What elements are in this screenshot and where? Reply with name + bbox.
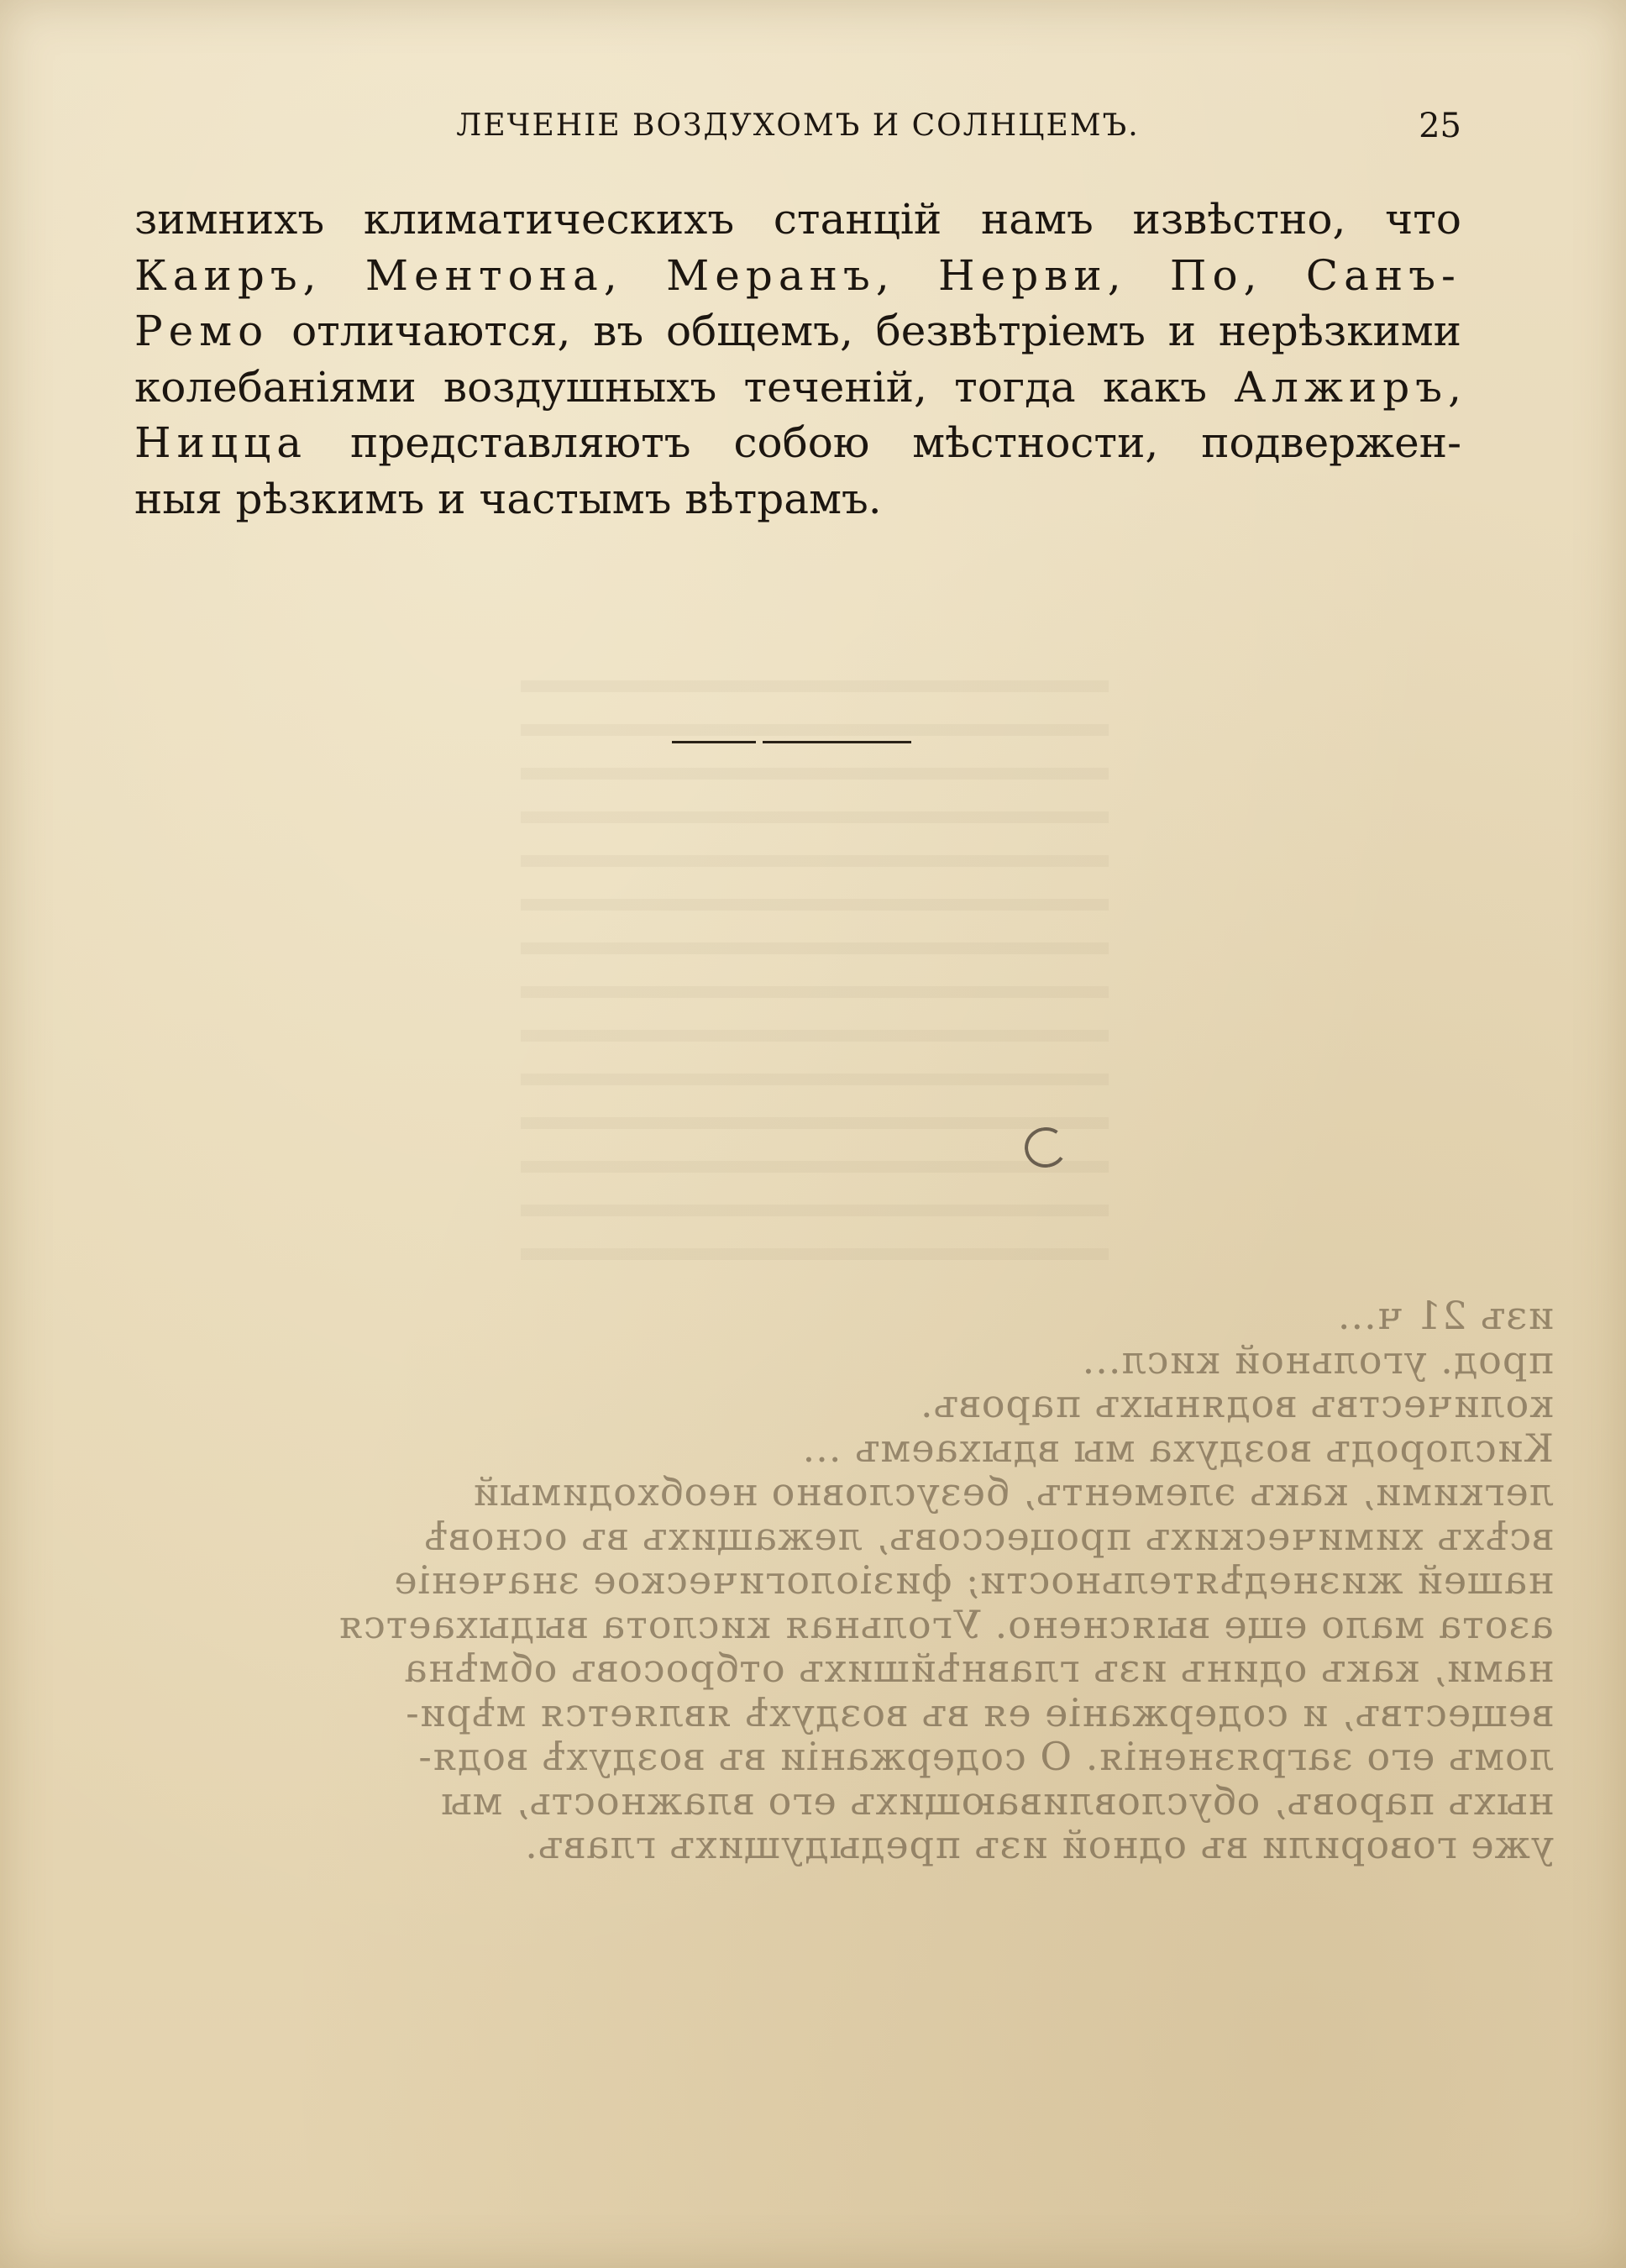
body-line-5-text: представляютъ собою мѣстности, подвержен- (349, 418, 1461, 467)
body-paragraph (134, 192, 1461, 527)
place-nervi: Нерви (938, 250, 1108, 300)
body-line-4: колебаніями воздушныхъ теченій, тогда какъ Алжиръ, (134, 362, 1461, 412)
bleed-line: всѣхъ химическихъ процессовъ, лежащихъ въ основѣ (423, 1513, 1554, 1559)
divider-segment-left (672, 741, 756, 743)
bleed-line: изъ 21 ч... (1336, 1293, 1554, 1338)
bleed-line: количествъ водяныхъ паровъ. (919, 1381, 1554, 1426)
bleed-line: нами, какъ одинъ изъ главнѣйшихъ отбросовъ обмѣна (403, 1646, 1554, 1691)
bleed-line: веществъ, и содержаніе ея въ воздухѣ является мѣри- (405, 1689, 1554, 1735)
body-line-6: ныя рѣзкимъ и частымъ вѣтрамъ. (134, 474, 882, 523)
body-line-3 (134, 303, 1461, 360)
bleed-line: ломъ его загрязненія. О содержаніи въ воздухѣ водя- (417, 1734, 1554, 1779)
running-head (134, 101, 1461, 151)
bleed-through-text (126, 1294, 1554, 2167)
faint-show-through (521, 672, 1109, 1260)
place-san: Санъ- (1305, 250, 1461, 300)
section-divider (672, 741, 911, 744)
page-number: 25 (1419, 107, 1461, 145)
body-line-5 (134, 415, 1461, 471)
body-line-3-text: отличаются, въ общемъ, безвѣтріемъ и нерѣзкими (291, 307, 1461, 355)
bleed-line: ныхъ паровъ, обусловливающихъ его влажность, мы (439, 1777, 1554, 1824)
place-mentona: Ментона (365, 250, 604, 300)
body-line-4-text: колебаніями воздушныхъ теченій, тогда какъ (134, 362, 1208, 412)
place-cairo: Каиръ (134, 250, 303, 300)
bleed-line: легкими, какъ элементъ, безусловно необходимый (472, 1469, 1554, 1515)
running-title: ЛЕЧЕНІЕ ВОЗДУХОМЪ И СОЛНЦЕМЪ. (456, 108, 1140, 143)
body-line-1: зимнихъ климатическихъ станцій намъ извѣстно, что (134, 195, 1461, 244)
bleed-line: азота мало еще выяснено. Угольная кислота выдыхается (338, 1601, 1554, 1647)
bleed-line: прод. угольной кисл... (1081, 1336, 1554, 1383)
place-remo: Ремо (134, 307, 270, 355)
body-line-2: Каиръ, Ментона, Меранъ, Нерви, По, Санъ- (134, 250, 1461, 300)
bleed-line: Кислородъ воздуха мы вдыхаемъ ... (801, 1425, 1554, 1471)
bleed-line: нашей жизнедѣятельности; физіологическое значеніе (393, 1557, 1554, 1603)
place-meran: Меранъ (666, 250, 876, 300)
place-pau: По (1169, 250, 1244, 300)
bleed-line: уже говорили въ одной изъ предыдущихъ главъ. (524, 1822, 1554, 1867)
place-algiers: Алжиръ (1234, 362, 1449, 412)
place-nice: Ницца (134, 418, 308, 467)
divider-segment-right (763, 741, 911, 743)
